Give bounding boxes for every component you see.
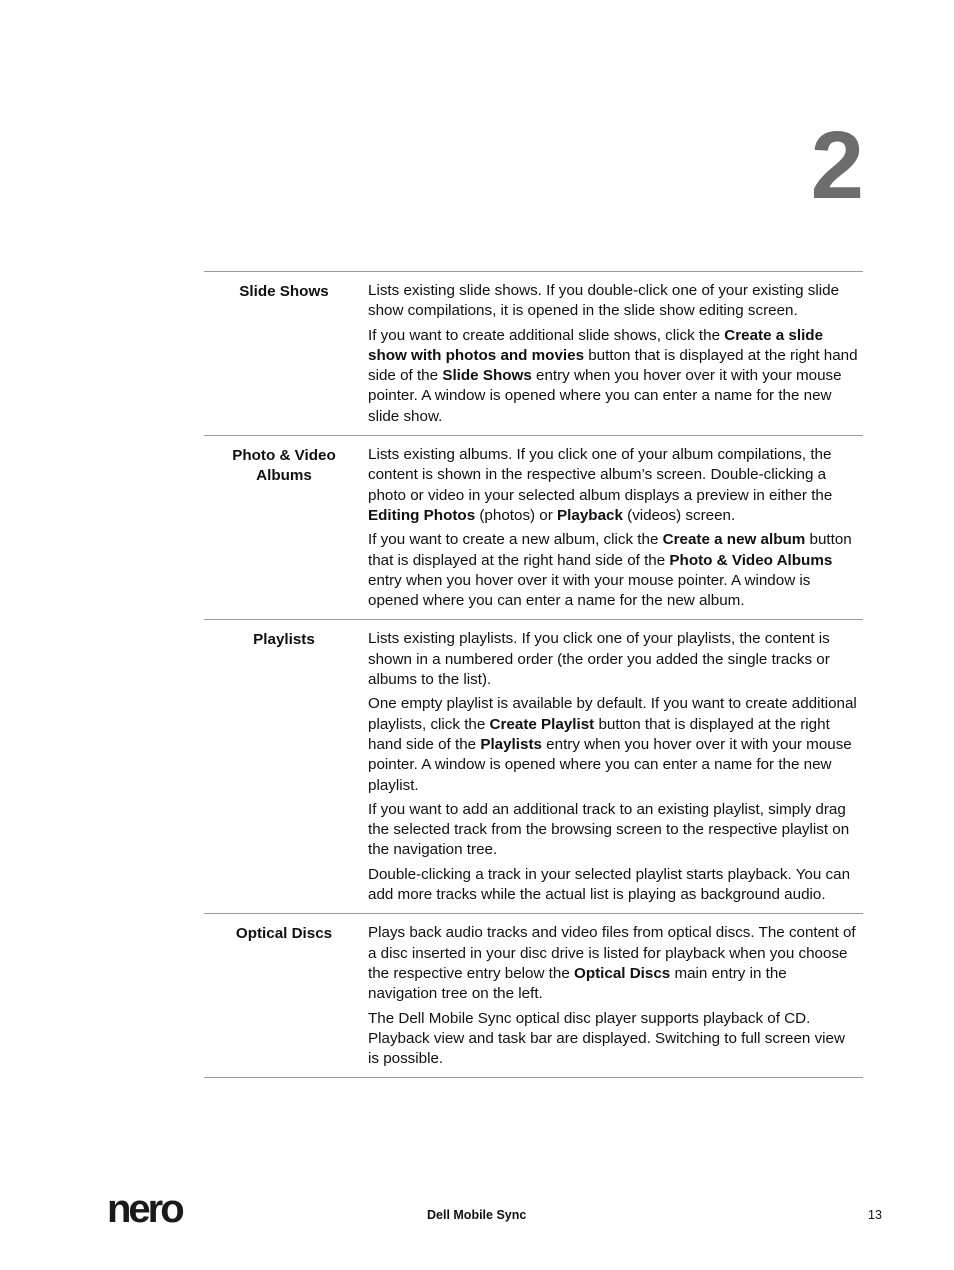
text-segment: entry when you hover over it with your mouse pointer. A window is opened where you can enter a name for the new slide show. bbox=[368, 367, 842, 425]
row-description bbox=[368, 923, 860, 1069]
description-paragraph bbox=[368, 530, 860, 611]
ui-term-bold: Create a new album bbox=[662, 531, 806, 549]
description-paragraph bbox=[368, 1009, 860, 1070]
text-segment: main entry in the navigation tree on the left. bbox=[368, 964, 787, 1003]
text-segment: (videos) screen. bbox=[622, 506, 736, 524]
text-segment: If you want to add an additional track to an existing playlist, simply drag the selected track from the browsing screen to the respective playlist on the navigation tree. bbox=[368, 800, 850, 859]
table-row bbox=[204, 272, 863, 436]
text-segment: entry when you hover over it with your mouse pointer. A window is opened where you can enter a name for the new album. bbox=[368, 571, 811, 610]
definition-table bbox=[204, 271, 863, 1078]
text-segment: entry when you hover over it with your mouse pointer. A window is opened where you can enter a name for the new playlist. bbox=[368, 735, 852, 794]
text-segment: If you want to create additional slide shows, click the bbox=[368, 326, 725, 344]
description-paragraph bbox=[368, 865, 860, 906]
ui-term-bold: Create Playlist bbox=[489, 715, 595, 733]
row-term: Photo & Video Albums bbox=[232, 447, 336, 485]
chapter-number: 2 bbox=[810, 112, 862, 219]
text-segment: (photos) or bbox=[475, 506, 558, 524]
ui-term-bold: Playback bbox=[557, 506, 623, 524]
text-segment: Lists existing albums. If you click one of your album compilations, the content is shown in the respective album’s screen. Double-clicking a photo or video in your selected album displays a preview in either the bbox=[368, 446, 833, 504]
row-term: Optical Discs bbox=[235, 925, 333, 943]
ui-term-bold: Create a slide show with photos and movies bbox=[368, 326, 824, 364]
nero-logo bbox=[107, 1192, 211, 1231]
nero-logo-text: nero bbox=[107, 1192, 182, 1226]
description-paragraph bbox=[368, 694, 860, 795]
description-paragraph bbox=[368, 281, 860, 322]
text-segment: Double-clicking a track in your selected playlist starts playback. You can add more tracks while the actual list is playing as background audio. bbox=[368, 865, 851, 904]
text-segment: If you want to create a new album, click the bbox=[368, 531, 663, 549]
table-row bbox=[204, 914, 863, 1078]
text-segment: Lists existing playlists. If you click one of your playlists, the content is shown in a numbered order (the order you added the single tracks or albums to the list). bbox=[368, 630, 830, 689]
text-segment: The Dell Mobile Sync optical disc player supports playback of CD. Playback view and task bar are displayed. Switching to full screen view is possible. bbox=[368, 1009, 845, 1068]
ui-term-bold: Playlists bbox=[480, 735, 542, 753]
row-description bbox=[368, 281, 860, 427]
text-segment: button that is displayed at the right hand side of the bbox=[368, 531, 852, 569]
text-segment: button that is displayed at the right hand side of the bbox=[368, 346, 858, 385]
text-segment: Plays back audio tracks and video files from optical discs. The content of a disc inserted in your disc drive is listed for playback when you choose the respective entry below the bbox=[368, 924, 856, 982]
description-paragraph bbox=[368, 800, 860, 861]
footer-title: Dell Mobile Sync bbox=[427, 1208, 527, 1222]
row-term: Playlists bbox=[253, 631, 315, 649]
description-paragraph bbox=[368, 923, 860, 1004]
description-paragraph bbox=[368, 326, 860, 427]
ui-term-bold: Optical Discs bbox=[574, 964, 671, 982]
ui-term-bold: Editing Photos bbox=[368, 506, 476, 524]
text-segment: button that is displayed at the right hand side of the bbox=[368, 715, 830, 753]
row-term: Slide Shows bbox=[239, 283, 329, 300]
text-segment: One empty playlist is available by default. If you want to create additional playlists, click the bbox=[368, 695, 857, 733]
ui-term-bold: Photo & Video Albums bbox=[669, 551, 833, 569]
table-row bbox=[204, 436, 863, 620]
description-paragraph bbox=[368, 445, 860, 526]
page-number: 13 bbox=[868, 1208, 882, 1222]
row-description bbox=[368, 629, 860, 905]
description-paragraph bbox=[368, 629, 860, 690]
row-description bbox=[368, 445, 860, 611]
table-row bbox=[204, 620, 863, 914]
ui-term-bold: Slide Shows bbox=[442, 367, 532, 385]
text-segment: Lists existing slide shows. If you double-click one of your existing slide show compilations, it is opened in the slide show editing screen. bbox=[368, 282, 840, 320]
